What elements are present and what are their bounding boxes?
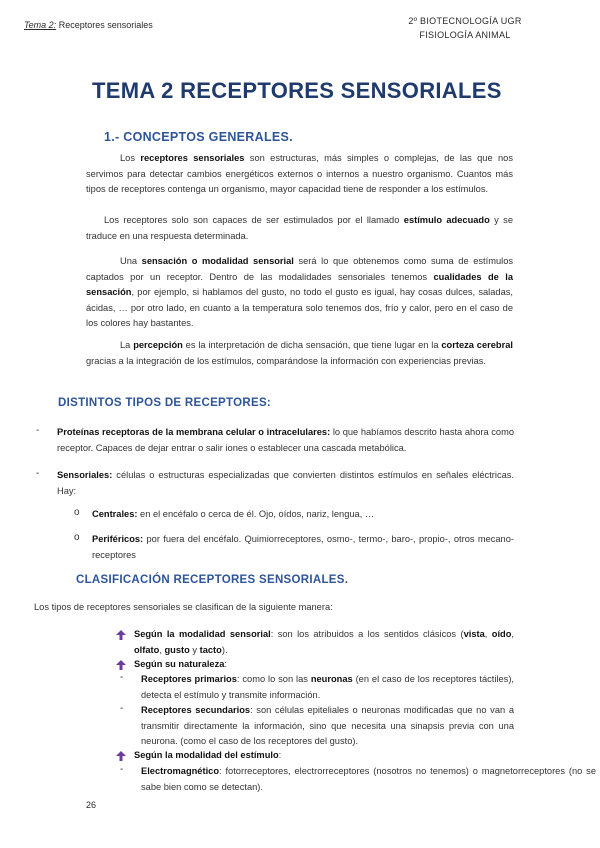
list-item-electromagnetico: Electromagnético: fotorreceptores, electrorreceptores (nosotros no tenemos) o magnetorreceptores (no se sabe bien como se detectan). <box>141 766 596 792</box>
list-item-modalidad-sensorial: Según la modalidad sensorial: son los atribuidos a los sentidos clásicos (vista, oído, olfato, gusto y tacto). <box>134 629 514 655</box>
dash-bullet: - <box>36 468 40 479</box>
paragraph-estimulo: Los receptores solo son capaces de ser estimulados por el llamado estímulo adecuado y se traduce en una respuesta determinada. <box>86 215 513 241</box>
paragraph-receptores: Los receptores sensoriales son estructuras, más simples o complejas, de las que nos servimos para detectar cambios energéticos externos o internos a nuestro organismo. Cuantos más tipos de receptores contenga un organismo, mayor capacidad tiene de responder a los estímulos. <box>86 153 513 194</box>
dash-bullet: - <box>120 672 124 683</box>
list-item-perifericos: Periféricos: por fuera del encéfalo. Quimiorreceptores, osmo-, termo-, baro-, propio-, otros mecano- receptores <box>92 534 514 560</box>
list-item-sensoriales: Sensoriales: células o estructuras especializadas que convierten distintos estímulos en señales eléctricas. Hay: <box>57 470 514 496</box>
arrow-bullet-icon <box>116 660 126 670</box>
dash-bullet: - <box>120 764 124 775</box>
page-number: 26 <box>86 800 97 810</box>
header-course: 2º BIOTECNOLOGÍA UGR <box>408 16 522 26</box>
header-title: Receptores sensoriales <box>58 20 153 30</box>
section-heading-clasificacion: CLASIFICACIÓN RECEPTORES SENSORIALES. <box>76 574 349 586</box>
dash-bullet: - <box>120 703 124 714</box>
header-prefix: Tema 2: <box>24 20 57 30</box>
paragraph-intro-clasificacion: Los tipos de receptores sensoriales se clasifican de la siguiente manera: <box>34 602 333 612</box>
paragraph-sensacion: Una sensación o modalidad sensorial será lo que obtenemos como suma de estímulos captados por un receptor. Dentro de las modalidades sensoriales tenemos cualidades de la sensación, por ejemplo, si hablamos del gusto, no todo el gusto es igual, hay cosas dulces, saladas, ácidas, … por otro lado, en cuanto a la temperatura solo tenemos dos, frío y calor, pero en el caso de los colores hay bastantes. <box>86 256 514 328</box>
arrow-bullet-icon <box>116 751 126 761</box>
running-header-right <box>400 14 530 42</box>
paragraph-percepcion: La percepción es la interpretación de dicha sensación, que tiene lugar en la corteza cerebral gracias a la integración de los estímulos, comparándose la información con experiencias previas. <box>86 340 513 366</box>
circle-bullet: o <box>74 532 80 543</box>
arrow-bullet-icon <box>116 630 126 640</box>
list-item-proteinas: Proteínas receptoras de la membrana celular o intracelulares: lo que habíamos descrito hasta ahora como receptor. Capaces de dejar entrar o salir iones o establecer una cascada metabólica. <box>57 427 515 453</box>
dash-bullet: - <box>36 425 40 436</box>
list-item-centrales: Centrales: en el encéfalo o cerca de él. Ojo, oídos, nariz, lengua, … <box>92 509 375 519</box>
page-title: TEMA 2 RECEPTORES SENSORIALES <box>92 78 502 103</box>
circle-bullet: o <box>74 507 80 518</box>
running-header-left <box>24 20 153 30</box>
list-item-receptores-secundarios: Receptores secundarios: son células epiteliales o neuronas modificadas que no van a transmitir directamente la información, sino que necesita una sinapsis previa con una neurona. (como el caso de los receptores del gusto). <box>141 705 514 746</box>
section-heading-conceptos: 1.- CONCEPTOS GENERALES. <box>104 130 293 144</box>
list-item-receptores-primarios: Receptores primarios: como lo son las neuronas (en el caso de los receptores táctiles), detecta el estímulo y transmite información. <box>141 674 515 700</box>
header-subject: FISIOLOGÍA ANIMAL <box>419 30 511 40</box>
section-heading-tipos: DISTINTOS TIPOS DE RECEPTORES: <box>58 397 272 409</box>
list-item-naturaleza: Según su naturaleza: <box>134 659 228 669</box>
list-item-modalidad-estimulo: Según la modalidad del estímulo: <box>134 750 282 760</box>
